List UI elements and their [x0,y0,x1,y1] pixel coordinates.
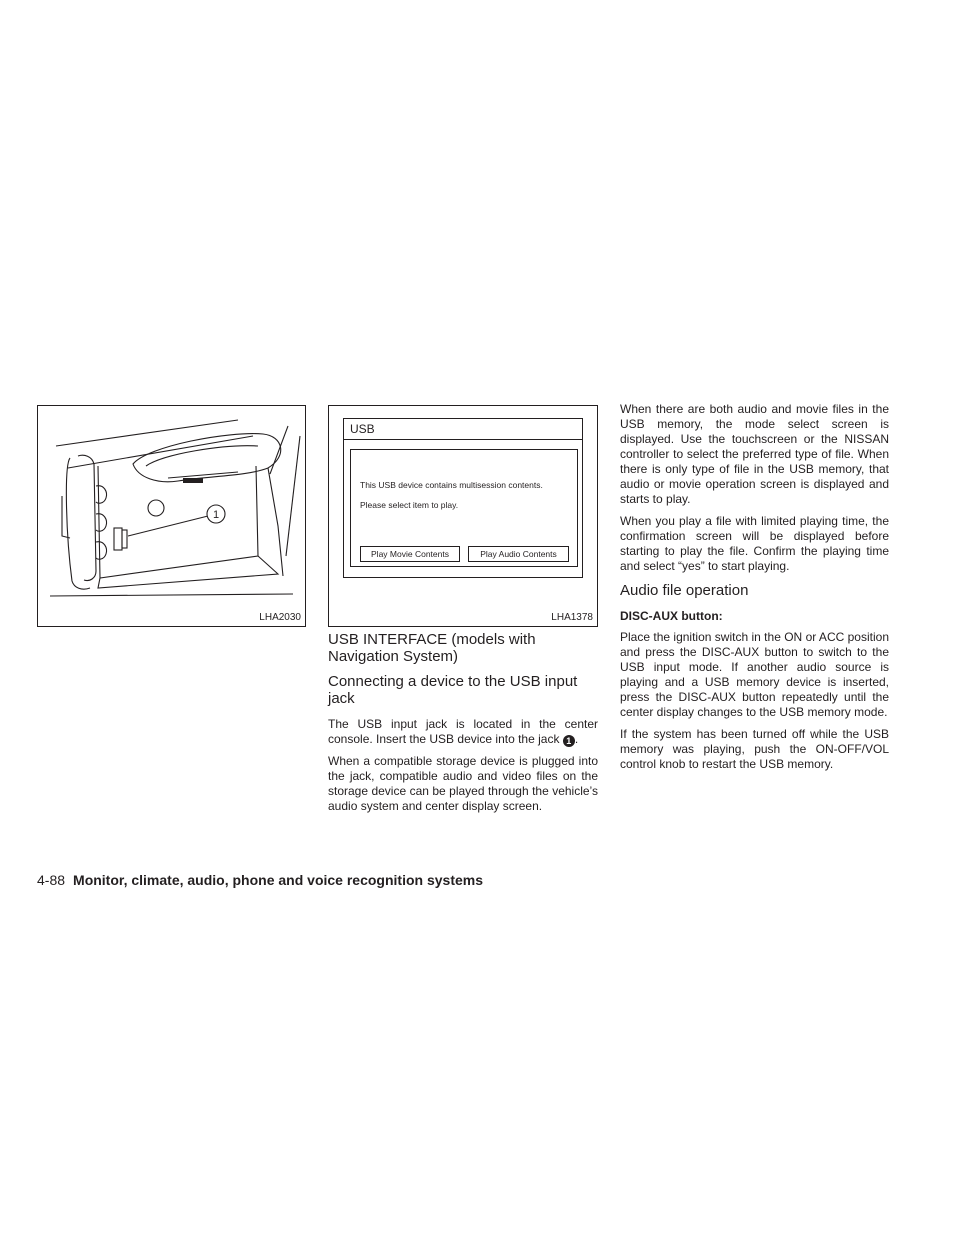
figure-code-right: LHA1378 [551,612,593,623]
paragraph: When there are both audio and movie files in the USB memory, the mode select screen is displayed. Use the touchscreen or the NISSAN controller to select the preferred type of file. When there is only type of file in the USB memory, that audio or movie operation screen is displayed and starts to play. [620,402,889,506]
play-movie-contents-button[interactable]: Play Movie Contents [360,546,460,562]
center-console-illustration [38,406,305,611]
figure-usb-screen [328,405,598,627]
callout-1-symbol: 1 [563,735,575,747]
page-number: 4-88 [37,872,66,888]
screen-title: USB [350,422,375,436]
display-screen [343,418,583,578]
page-footer [37,872,483,888]
dialog-message-line2: Please select item to play. [360,500,459,510]
callout-1: 1 [212,509,220,521]
paragraph: When you play a file with limited playing time, the confirmation screen will be displayed before starting to play the file. Confirm the playing time and select “yes” to start playing. [620,514,889,573]
section-title: Monitor, climate, audio, phone and voice recognition systems [73,872,483,888]
subsection-heading: Audio file operation [620,582,749,599]
bold-heading: DISC-AUX button: [620,609,723,623]
paragraph: If the system has been turned off while the USB memory was playing, push the ON-OFF/VOL control knob to restart the USB memory. [620,727,889,771]
screen-title-bar [344,419,582,440]
multisession-dialog [350,449,578,567]
subsection-heading: Connecting a device to the USB input jack [328,673,578,707]
figure-usb-jack-location [37,405,306,627]
paragraph: Place the ignition switch in the ON or ACC position and press the DISC-AUX button to switch to the USB input mode. If another audio source is playing and a USB memory device is inserted, press the DISC-AUX button repeatedly until the center display changes to the USB memory mode. [620,630,889,719]
right-column [620,402,889,779]
paragraph: When a compatible storage device is plugged into the jack, compatible audio and video files on the storage device can be played through the vehicle’s audio system and center display screen. [328,754,598,813]
section-heading: USB INTERFACE (models with Navigation System) [328,631,536,665]
paragraph: The USB input jack is located in the center console. Insert the USB device into the jack 1 . [328,717,598,746]
middle-column [328,631,598,821]
dialog-message-line1: This USB device contains multisession contents. [360,480,543,490]
figure-code-left: LHA2030 [259,612,301,623]
play-audio-contents-button[interactable]: Play Audio Contents [468,546,569,562]
